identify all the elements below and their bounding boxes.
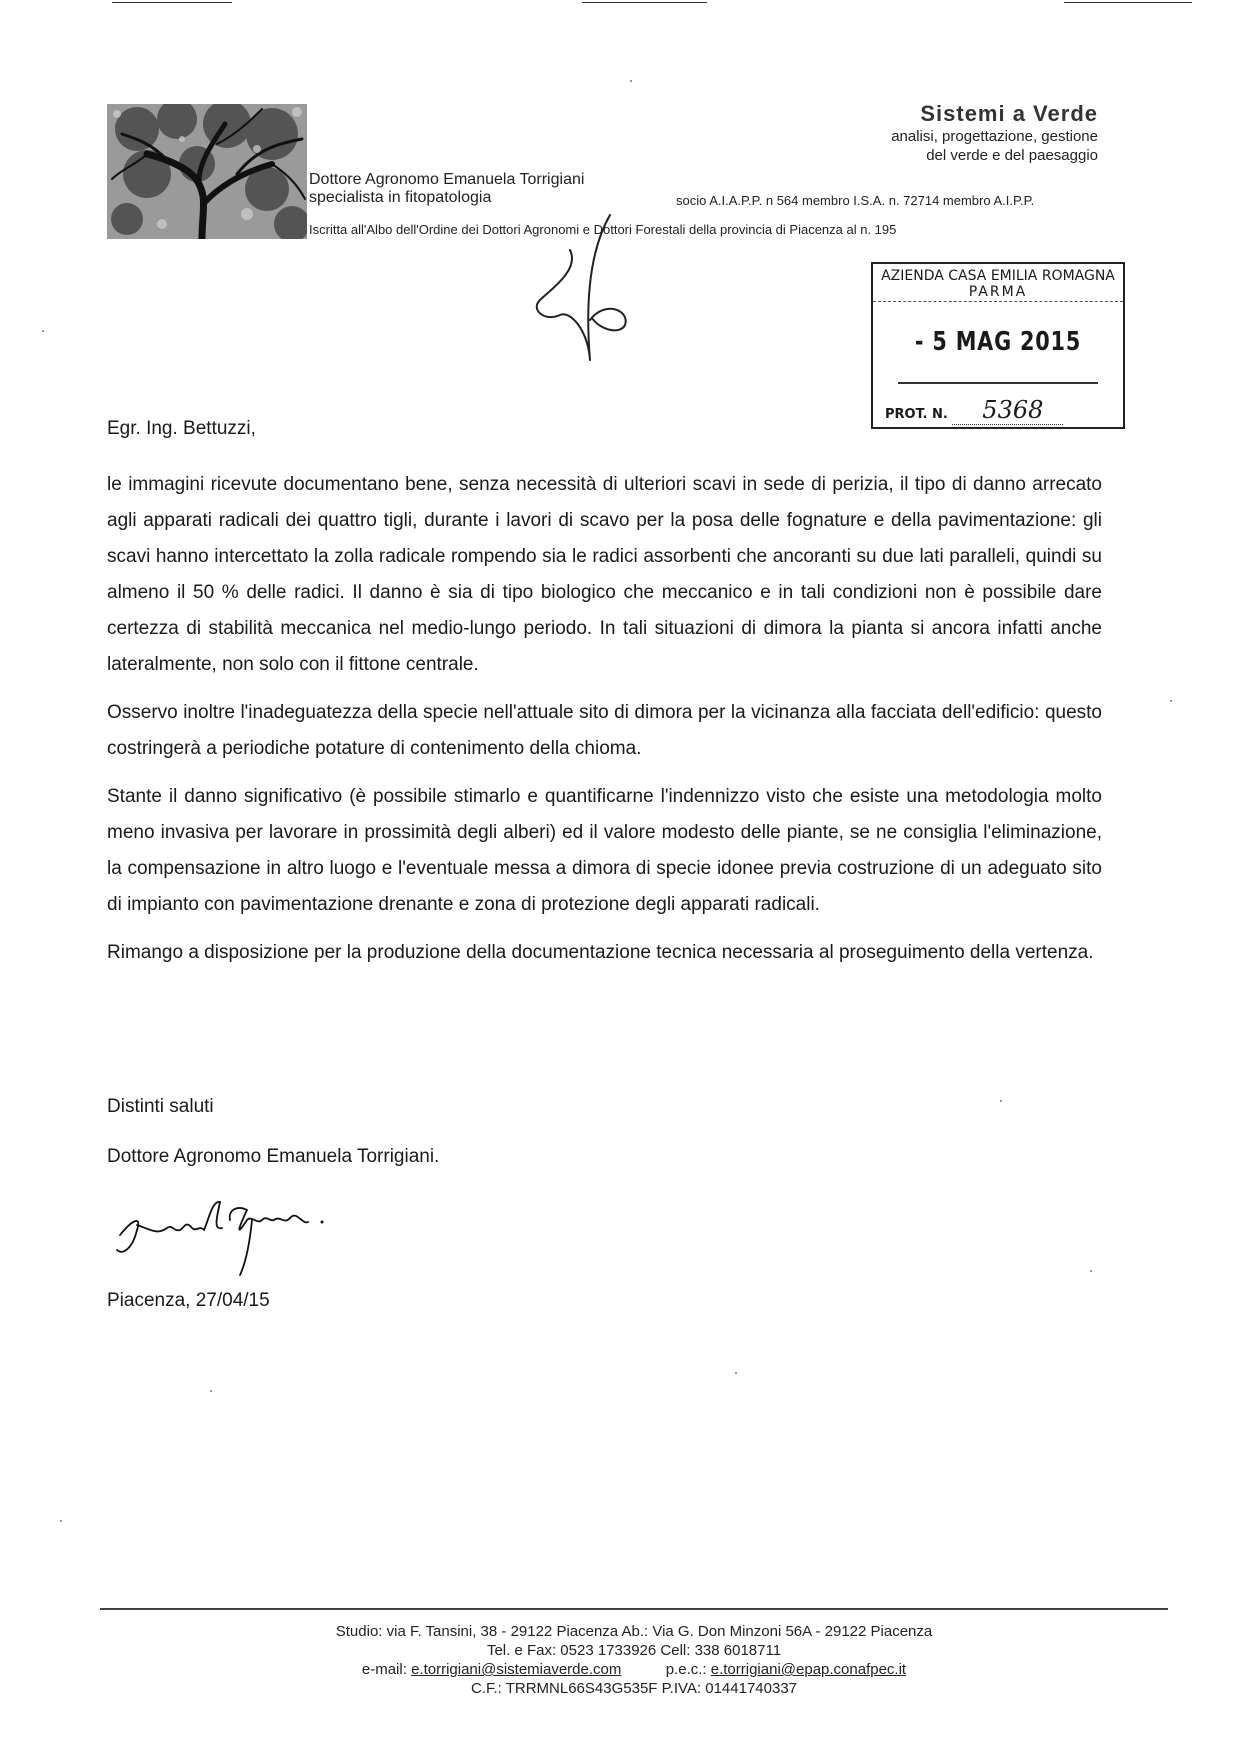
footer-pec-link[interactable]: e.torrigiani@epap.conafpec.it (710, 1661, 907, 1678)
protocol-stamp (871, 262, 1125, 429)
stamp-header (873, 264, 1123, 302)
paragraph-3: Stante il danno significativo (è possibile stimarlo e quantificarne l'indennizzo visto che esiste una metodologia molto meno invasiva per lavorare in prossimità degli alberi) ed il valore modesto delle piante, se ne consiglia l'eliminazione, la compensazione in altro luogo e l'eventuale messa a dimora di specie idonee previa costruzione di un adeguato sito di impianto con pavimentazione drenante e zona di protezione degli apparati radicali. (107, 786, 1102, 915)
stamp-agency: AZIENDA CASA EMILIA ROMAGNA (881, 268, 1115, 284)
register-line: Iscritta all'Albo dell'Ordine dei Dottori Agronomi e Dottori Forestali della provincia di Piacenza al n. 195 (309, 222, 897, 237)
letter-body (107, 467, 1102, 983)
scan-speck (1090, 1270, 1092, 1272)
top-rule-right (1064, 2, 1192, 3)
tree-photo (107, 104, 307, 239)
greeting: Egr. Ing. Bettuzzi, (107, 418, 256, 439)
handwritten-signature (112, 1180, 372, 1280)
footer-phones: Tel. e Fax: 0523 1733926 Cell: 338 6018711 (486, 1642, 782, 1659)
stamp-protocol-number: 5368 (952, 396, 1063, 425)
stamp-date: - 5 MAG 2015 (898, 302, 1098, 384)
stamp-protocol-label: PROT. N. (885, 407, 948, 422)
paragraph-2: Osservo inoltre l'inadeguatezza della specie nell'attuale sito di dimora per la vicinanza alla facciata dell'edificio: questo costringerà a periodiche potature di contenimento della chioma. (107, 702, 1102, 759)
scan-speck (630, 80, 632, 82)
footer (100, 1622, 1168, 1698)
footer-tax-ids: C.F.: TRRMNL66S43G535F P.IVA: 01441740337 (470, 1680, 798, 1697)
top-rule-left (112, 2, 232, 3)
footer-email-label: e-mail: (361, 1661, 412, 1678)
scan-speck (1170, 700, 1172, 702)
scan-speck (1000, 1100, 1002, 1102)
brand-name: Sistemi a Verde (920, 101, 1098, 126)
footer-contacts (100, 1660, 1168, 1679)
scan-speck (735, 1372, 737, 1374)
footer-rule (100, 1608, 1168, 1610)
author-specialty: specialista in fitopatologia (309, 189, 492, 206)
footer-email-link[interactable]: e.torrigiani@sistemiaverde.com (411, 1661, 622, 1678)
paragraph-4: Rimango a disposizione per la produzione della documentazione tecnica necessaria al proseguimento della vertenza. (107, 942, 1094, 963)
stamp-city: PARMA (968, 284, 1028, 300)
scan-speck (210, 1390, 212, 1392)
author-block (309, 171, 584, 207)
footer-addresses: Studio: via F. Tansini, 38 - 29122 Piacenza Ab.: Via G. Don Minzoni 56A - 29122 Piacenza (335, 1623, 933, 1640)
signer-name: Dottore Agronomo Emanuela Torrigiani. (107, 1146, 440, 1167)
footer-pec-label: p.e.c.: (665, 1661, 711, 1678)
scan-speck (60, 1520, 62, 1522)
paragraph-1: le immagini ricevute documentano bene, senza necessità di ulteriori scavi in sede di perizia, il tipo di danno arrecato agli apparati radicali dei quattro tigli, durante i lavori di scavo per la posa delle fognature e della pavimentazione: gli scavi hanno intercettato la zolla radicale rompendo sia le radici assorbenti che ancoranti su due lati paralleli, quindi su almeno il 50 % delle radici. Il danno è sia di tipo biologico che meccanico e in tali condizioni non è possibile dare certezza di stabilità meccanica nel medio-lungo periodo. In tali situazioni di dimora la pianta si ancora infatti anche lateralmente, non solo con il fittone centrale. (107, 474, 1102, 675)
author-name: Dottore Agronomo Emanuela Torrigiani (309, 171, 585, 188)
scan-speck (42, 330, 44, 332)
brand-subtitle-1: analisi, progettazione, gestione (891, 128, 1098, 145)
brand-subtitle-2: del verde e del paesaggio (926, 147, 1098, 164)
top-rule-mid (582, 2, 707, 3)
memberships-line: socio A.I.A.P.P. n 564 membro I.S.A. n. 72714 membro A.I.P.P. (676, 193, 1035, 208)
place-date: Piacenza, 27/04/15 (107, 1290, 270, 1311)
salutation: Distinti saluti (107, 1096, 214, 1117)
handwritten-mark (530, 210, 650, 370)
brand-block (891, 101, 1098, 165)
stamp-protocol (873, 384, 1123, 424)
